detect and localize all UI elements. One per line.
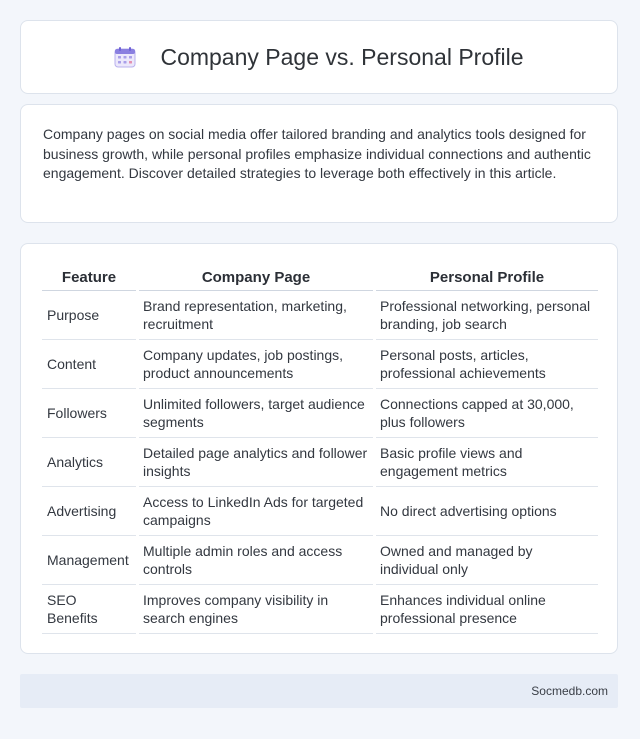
title-wrap — [114, 44, 523, 71]
feature-cell: Content — [42, 340, 136, 389]
personal-cell: Personal posts, articles, professional achievements — [376, 340, 598, 389]
company-cell: Multiple admin roles and access controls — [139, 536, 373, 585]
company-cell: Access to LinkedIn Ads for targeted campaigns — [139, 487, 373, 536]
company-cell: Brand representation, marketing, recruitment — [139, 291, 373, 340]
personal-cell: Owned and managed by individual only — [376, 536, 598, 585]
table-row — [42, 585, 598, 634]
page-title: Company Page vs. Personal Profile — [160, 43, 524, 70]
feature-cell: SEO Benefits — [42, 585, 136, 634]
personal-cell: Professional networking, personal branding, job search — [376, 291, 598, 340]
table-row — [42, 536, 598, 585]
personal-cell: Connections capped at 30,000, plus followers — [376, 389, 598, 438]
feature-cell: Advertising — [42, 487, 136, 536]
table-row — [42, 438, 598, 487]
feature-cell: Analytics — [42, 438, 136, 487]
footer-bar — [20, 674, 618, 708]
feature-cell: Purpose — [42, 291, 136, 340]
personal-cell: No direct advertising options — [376, 487, 598, 536]
company-cell: Unlimited followers, target audience segments — [139, 389, 373, 438]
feature-cell: Management — [42, 536, 136, 585]
company-cell: Improves company visibility in search engines — [139, 585, 373, 634]
calendar-icon — [114, 46, 136, 68]
header-feature: Feature — [42, 266, 136, 291]
table-row — [42, 389, 598, 438]
header-company-page: Company Page — [139, 266, 373, 291]
intro-text: Company pages on social media offer tailored branding and analytics tools designed for business growth, while personal profiles emphasize individual connections and authentic engagement. Discover detailed strategies to leverage both effectively in this article. — [43, 126, 591, 181]
table-card — [20, 243, 618, 654]
personal-cell: Basic profile views and engagement metrics — [376, 438, 598, 487]
comparison-table — [39, 266, 601, 634]
feature-cell: Followers — [42, 389, 136, 438]
table-row — [42, 487, 598, 536]
personal-cell: Enhances individual online professional presence — [376, 585, 598, 634]
header-personal-profile: Personal Profile — [376, 266, 598, 291]
table-header-row — [42, 266, 598, 291]
title-card — [20, 20, 618, 94]
company-cell: Detailed page analytics and follower insights — [139, 438, 373, 487]
intro-card — [20, 104, 618, 223]
table-row — [42, 340, 598, 389]
company-cell: Company updates, job postings, product announcements — [139, 340, 373, 389]
table-row — [42, 291, 598, 340]
footer-site-link[interactable]: Socmedb.com — [531, 684, 608, 698]
